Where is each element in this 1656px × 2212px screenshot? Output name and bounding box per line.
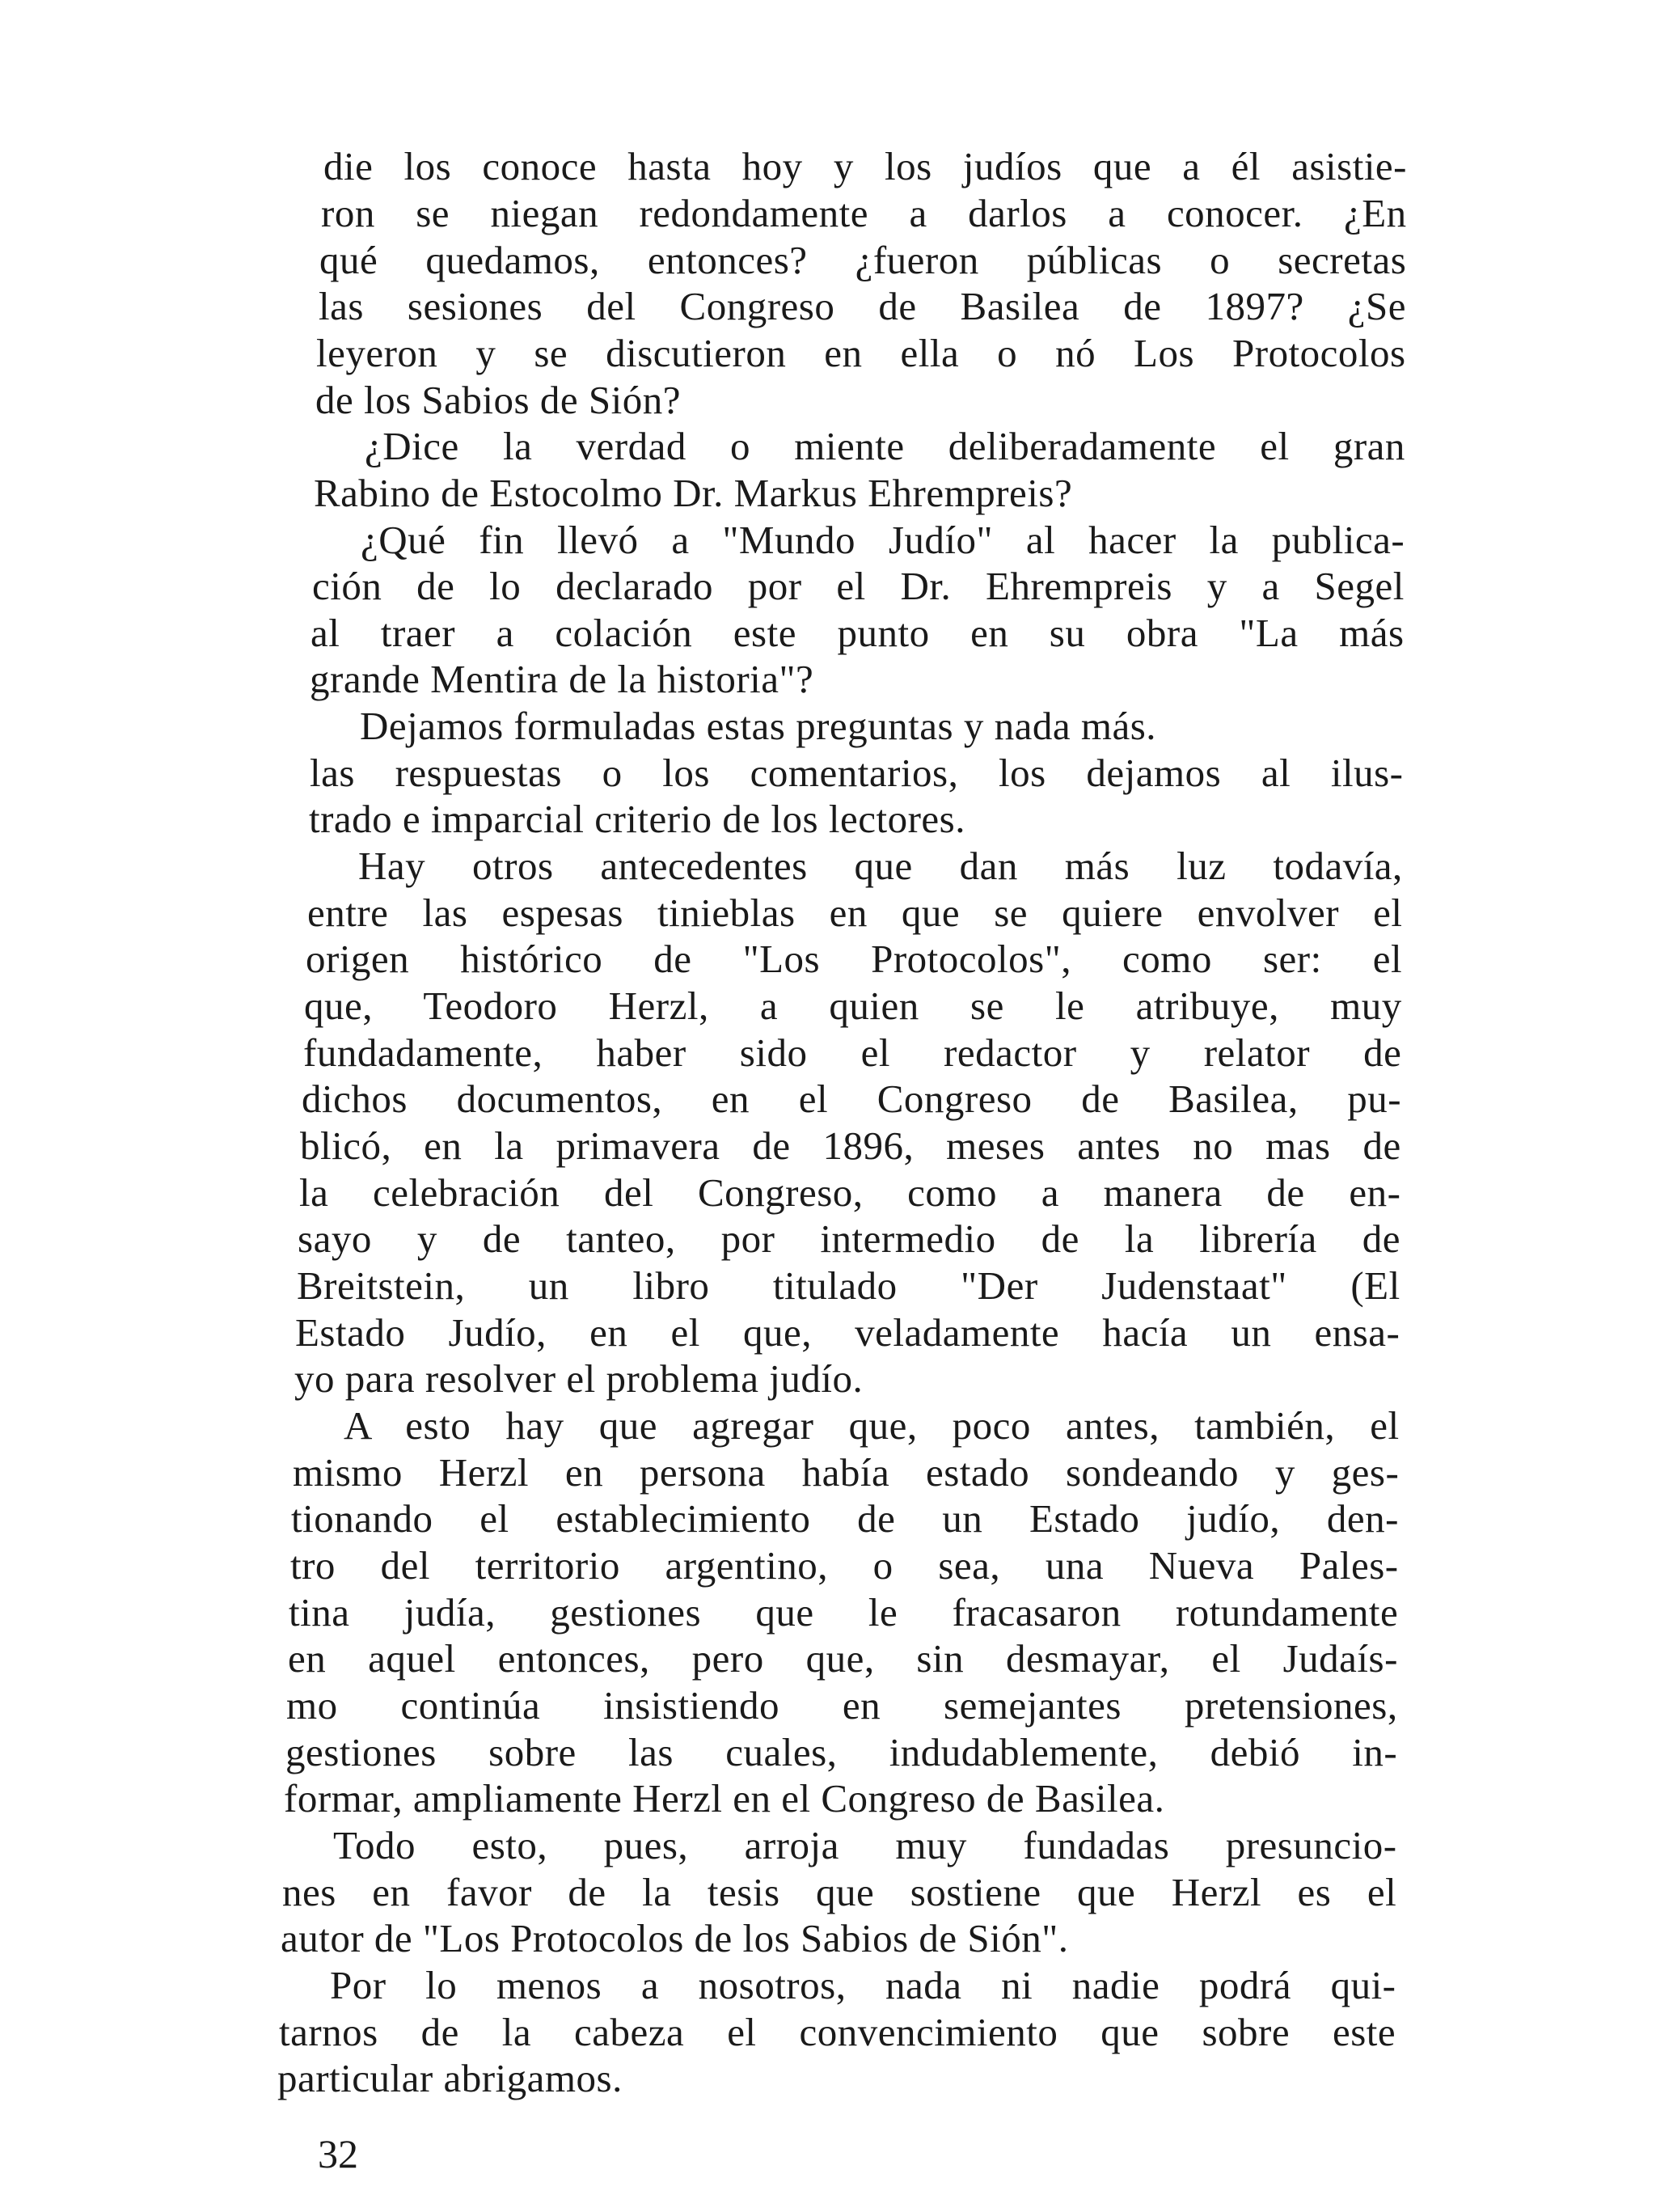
text-line: Breitstein, un libro titulado "Der Judenstaat" (El [297,1263,1400,1308]
text-line: dichos documentos, en el Congreso de Basilea, pu- [302,1076,1402,1121]
text-line: die los conoce hasta hoy y los judíos que a él asistie- [323,144,1407,188]
text-line: tarnos de la cabeza el convencimiento que sobre este [279,2010,1396,2054]
text-line: ¿Dice la verdad o miente deliberadamente el gran [365,424,1405,468]
text-line: Por lo menos a nosotros, nada ni nadie podrá qui- [330,1963,1396,2007]
text-line: tionando el establecimiento de un Estado judío, den- [291,1496,1399,1541]
text-line: autor de "Los Protocolos de los Sabios de Sión". [281,1916,1069,1960]
text-line: leyeron y se discutieron en ella o nó Los Protocolos [316,331,1406,375]
text-line: qué quedamos, entonces? ¿fueron públicas o secretas [319,238,1407,282]
text-line: origen histórico de "Los Protocolos", como ser: el [306,937,1403,981]
text-line: yo para resolver el problema judío. [294,1356,864,1401]
text-line: gestiones sobre las cuales, indudablemente, debió in- [285,1730,1398,1774]
text-line: en aquel entonces, pero que, sin desmayar, el Judaís- [288,1636,1398,1681]
text-line: particular abrigamos. [277,2056,623,2100]
text-line: mo continúa insistiendo en semejantes pretensiones, [286,1683,1398,1728]
text-line: trado e imparcial criterio de los lectores. [309,797,965,841]
text-line: al traer a colación este punto en su obra "La más [310,611,1405,655]
text-line: ¿Qué fin llevó a "Mundo Judío" al hacer la publica- [361,518,1405,562]
text-line: A esto hay que agregar que, poco antes, también, el [344,1403,1400,1448]
text-line: ron se niegan redondamente a darlos a conocer. ¿En [321,191,1407,235]
page-number: 32 [318,2131,358,2176]
text-line: Hay otros antecedentes que dan más luz todavía, [358,844,1403,888]
text-line: nes en favor de la tesis que sostiene que Herzl es el [282,1870,1397,1914]
text-line: Rabino de Estocolmo Dr. Markus Ehrempreis? [314,471,1073,515]
text-line: sayo y de tanteo, por intermedio de la librería de [298,1216,1401,1261]
text-line: entre las espesas tinieblas en que se quiere envolver el [307,890,1403,935]
text-line: mismo Herzl en persona había estado sondeando y ges- [293,1450,1400,1495]
text-line: fundadamente, haber sido el redactor y relator de [303,1030,1402,1075]
text-line: Dejamos formuladas estas preguntas y nada más. [360,704,1157,748]
text-line: grande Mentira de la historia"? [310,657,814,701]
text-line: que, Teodoro Herzl, a quien se le atribuye, muy [304,983,1402,1028]
text-line: formar, ampliamente Herzl en el Congreso de Basilea. [284,1776,1165,1821]
text-line: Todo esto, pues, arroja muy fundadas presuncio- [333,1823,1397,1867]
text-line: tro del territorio argentino, o sea, una Nueva Pales- [290,1543,1399,1588]
text-line: las respuestas o los comentarios, los dejamos al ilus- [310,751,1404,795]
text-line: de los Sabios de Sión? [315,378,681,422]
text-line: la celebración del Congreso, como a manera de en- [299,1170,1401,1215]
text-line: Estado Judío, en el que, veladamente hacía un ensa- [295,1310,1400,1355]
text-line: las sesiones del Congreso de Basilea de 1897? ¿Se [319,284,1406,328]
text-line: ción de lo declarado por el Dr. Ehrempreis y a Segel [312,564,1405,608]
text-line: tina judía, gestiones que le fracasaron rotundamente [289,1590,1399,1635]
text-line: blicó, en la primavera de 1896, meses antes no mas de [300,1123,1401,1168]
